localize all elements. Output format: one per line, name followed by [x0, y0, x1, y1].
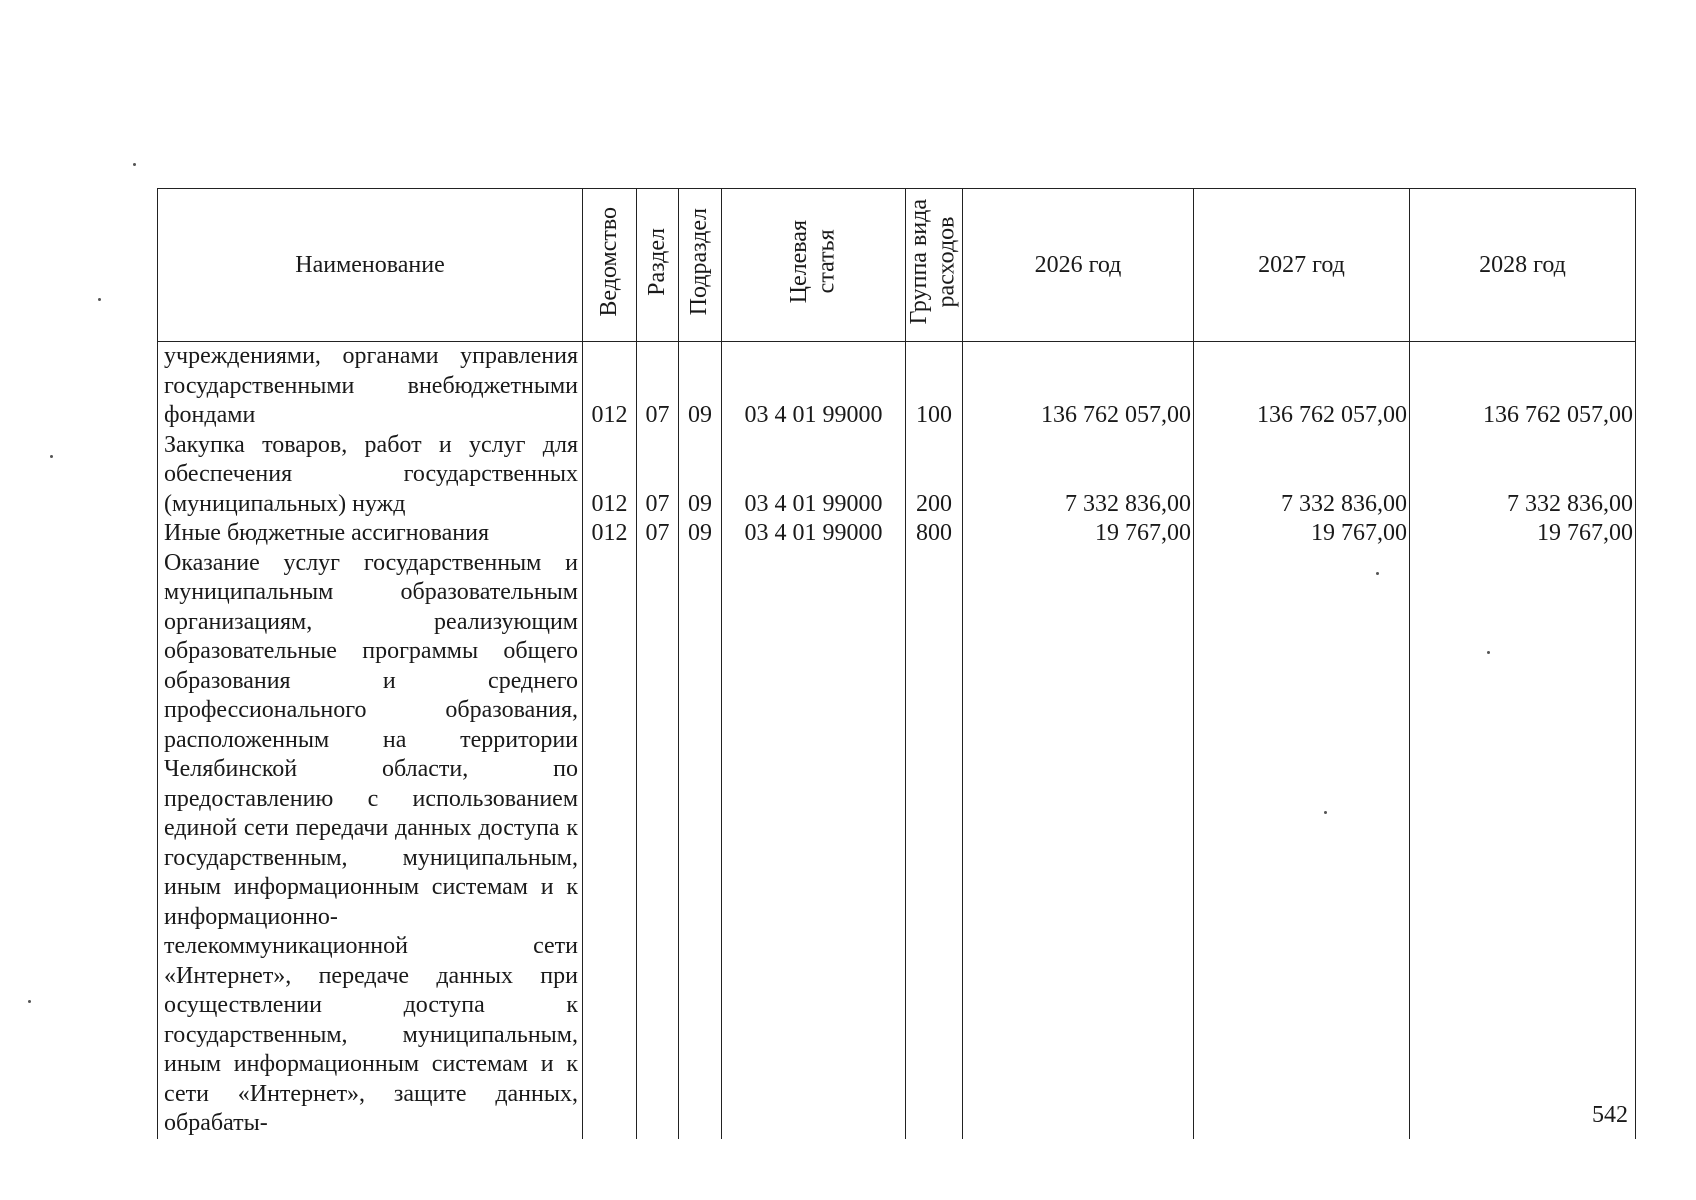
row-name: Закупка товаров, работ и услуг для обеспечения государственных (муниципальных) нужд [158, 431, 583, 520]
row-2027: 19 767,00 [1194, 519, 1410, 549]
row-section [637, 549, 679, 1139]
row-2026: 7 332 836,00 [963, 431, 1194, 520]
header-2028: 2028 год [1410, 189, 1636, 342]
row-2027 [1194, 549, 1410, 1139]
header-target-article [722, 189, 906, 342]
table-row [158, 549, 1636, 1139]
row-group: 200 [906, 431, 963, 520]
row-target: 03 4 01 99000 [722, 431, 906, 520]
row-2026: 19 767,00 [963, 519, 1194, 549]
table-row [158, 519, 1636, 549]
row-name: Иные бюджетные ассигнования [158, 519, 583, 549]
row-group: 100 [906, 342, 963, 431]
row-2028 [1410, 549, 1636, 1139]
row-section: 07 [637, 519, 679, 549]
row-subsection [679, 549, 722, 1139]
scan-speck [98, 298, 101, 301]
row-dept: 012 [583, 519, 637, 549]
header-2026: 2026 год [963, 189, 1194, 342]
row-target [722, 549, 906, 1139]
table-row [158, 431, 1636, 520]
header-expense-group [906, 189, 963, 342]
row-2028: 19 767,00 [1410, 519, 1636, 549]
page-number: 542 [1592, 1102, 1628, 1128]
row-group [906, 549, 963, 1139]
row-2026 [963, 549, 1194, 1139]
row-dept: 012 [583, 431, 637, 520]
scan-speck [1376, 572, 1379, 575]
header-group-line2: расходов [934, 216, 960, 307]
table-row [158, 342, 1636, 431]
row-2027: 136 762 057,00 [1194, 342, 1410, 431]
row-target: 03 4 01 99000 [722, 519, 906, 549]
row-subsection: 09 [679, 519, 722, 549]
scan-speck [1324, 811, 1327, 814]
header-target-line2: статья [813, 229, 840, 294]
row-group: 800 [906, 519, 963, 549]
scan-speck [133, 163, 136, 166]
header-subsection: Подраздел [679, 189, 722, 342]
row-dept: 012 [583, 342, 637, 431]
row-2026: 136 762 057,00 [963, 342, 1194, 431]
row-dept [583, 549, 637, 1139]
row-2028: 136 762 057,00 [1410, 342, 1636, 431]
header-section: Раздел [637, 189, 679, 342]
row-subsection: 09 [679, 431, 722, 520]
row-2028: 7 332 836,00 [1410, 431, 1636, 520]
scan-speck [28, 1000, 31, 1003]
scan-speck [1487, 651, 1490, 654]
row-target: 03 4 01 99000 [722, 342, 906, 431]
header-target-line1: Целевая [785, 219, 812, 304]
row-name: учреждениями, органами управления государственными внебюджетными фондами [158, 342, 583, 431]
row-section: 07 [637, 431, 679, 520]
header-group-line1: Группа вида [906, 198, 933, 325]
header-2027: 2027 год [1194, 189, 1410, 342]
row-name: Оказание услуг государственным и муниципальным образовательным организациям, реализующим образовательные программы общего образования и среднего профессионального образования, расположенным на территории Челябинской области, по предоставлению с использованием единой сети передачи данных доступа к государственным, муниципальным, иным информационным системам и к информационно-телекоммуникационной сети «Интернет», передаче данных при осуществлении доступа к государственным, муниципальным, иным информационным системам и к сети «Интернет», защите данных, обрабаты- [158, 549, 583, 1139]
scan-speck [50, 455, 53, 458]
budget-table [157, 188, 1636, 1139]
header-name: Наименование [158, 189, 583, 342]
row-subsection: 09 [679, 342, 722, 431]
row-section: 07 [637, 342, 679, 431]
table-header-row [158, 189, 1636, 342]
header-dept: Ведомство [583, 189, 637, 342]
row-2027: 7 332 836,00 [1194, 431, 1410, 520]
